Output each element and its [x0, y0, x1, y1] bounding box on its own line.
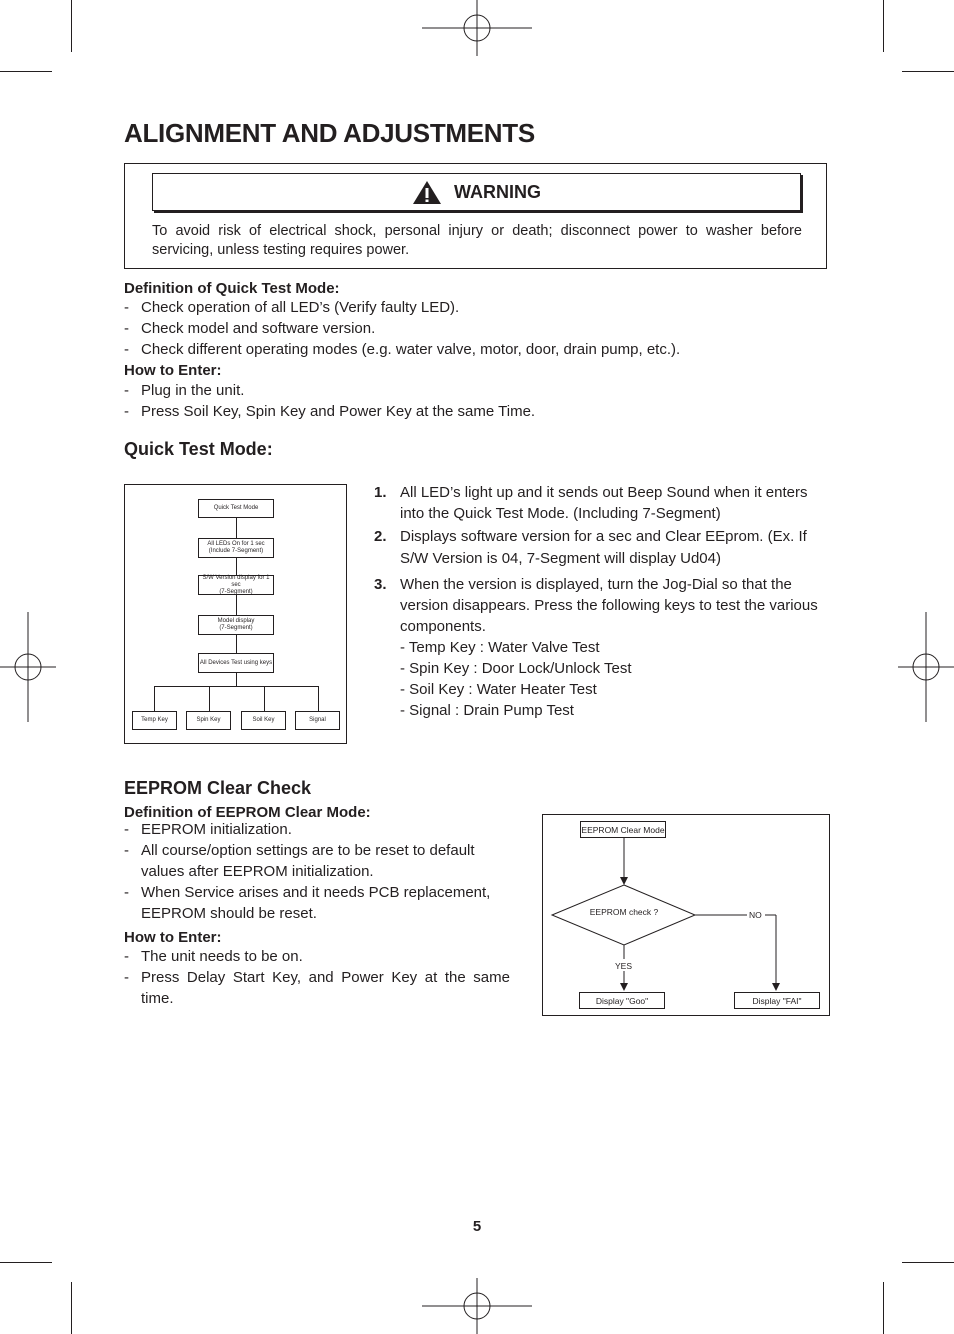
quick-def-list [124, 297, 824, 360]
step-text: Displays software version for a sec and Clear EEprom. (Ex. If S/W Version is 04, 7-Segment will display Ud04) [400, 528, 807, 567]
warning-text: To avoid risk of electrical shock, personal injury or death; disconnect power to washer before servicing, unless testing requires power. [152, 223, 802, 258]
sub-item: - Soil Key : Water Heater Test [400, 681, 597, 698]
warning-icon [412, 180, 442, 205]
flow-box-line: (Include 7-Segment) [208, 548, 264, 554]
flow-key-box: Soil Key [241, 711, 286, 730]
list-item: - Press Soil Key, Spin Key and Power Key at the same Time. [124, 401, 824, 422]
step-number: 3. [374, 576, 387, 593]
flow-box: All Devices Test using keys [198, 653, 274, 673]
flow-box-line: S/W Version display for 1 sec [202, 574, 270, 588]
flow-box [198, 538, 274, 558]
list-item: - Check model and software version. [124, 318, 824, 339]
step-text: All LED’s light up and it sends out Beep Sound when it enters into the Quick Test Mode. (Including 7-Segment) [400, 484, 808, 522]
sub-item: - Signal : Drain Pump Test [400, 702, 574, 719]
page-title: ALIGNMENT AND ADJUSTMENTS [124, 118, 535, 148]
list-item: - Press Delay Start Key, and Power Key at the same time. [124, 967, 510, 1009]
list-item: - All course/option settings are to be reset to default values after EEPROM initialization. [124, 840, 510, 882]
flow-box [198, 575, 274, 595]
eeprom-enter-list [124, 946, 510, 1009]
no-label: NO [749, 910, 762, 920]
crop-mark [0, 71, 52, 72]
eeprom-enter-heading: How to Enter: [124, 929, 222, 946]
step-number: 1. [374, 484, 387, 501]
step-2 [374, 526, 954, 572]
flow-box-line: Model display [217, 618, 255, 624]
display-fai-box: Display "FAI" [734, 992, 820, 1009]
sub-item: - Temp Key : Water Valve Test [400, 639, 600, 656]
crop-mark [883, 1282, 884, 1334]
warning-label: WARNING [454, 181, 541, 202]
eeprom-def-heading: Definition of EEPROM Clear Mode: [124, 804, 371, 821]
quick-mode-heading: Quick Test Mode: [124, 439, 273, 459]
list-item: - Plug in the unit. [124, 380, 824, 401]
crop-mark [0, 1262, 52, 1263]
flow-box [198, 615, 274, 635]
registration-mark-left [0, 612, 56, 722]
decision-label: EEPROM check ? [589, 907, 659, 917]
flow-start-box: EEPROM Clear Mode [580, 821, 666, 838]
crop-mark [71, 1282, 72, 1334]
quick-enter-list [124, 380, 824, 422]
step-3 [374, 574, 954, 638]
flow-box-line: (7-Segment) [219, 625, 253, 631]
step-text: When the version is displayed, turn the Jog-Dial so that the version disappears. Press the following keys to test the various components. [400, 576, 818, 635]
quick-flowchart [124, 484, 347, 744]
display-goo-box: Display "Goo" [579, 992, 665, 1009]
list-item: - Check different operating modes (e.g. water valve, motor, door, drain pump, etc.). [124, 339, 824, 360]
list-item: - When Service arises and it needs PCB replacement, EEPROM should be reset. [124, 882, 510, 924]
page-number: 5 [472, 1218, 482, 1235]
crop-mark [902, 1262, 954, 1263]
flow-key-box: Temp Key [132, 711, 177, 730]
registration-mark-bottom [422, 1278, 532, 1334]
sub-item: - Spin Key : Door Lock/Unlock Test [400, 660, 632, 677]
step-1 [374, 482, 954, 526]
flow-box-line: (7-Segment) [219, 588, 253, 595]
step-number: 2. [374, 528, 387, 545]
crop-mark [71, 0, 72, 52]
quick-def-heading: Definition of Quick Test Mode: [124, 280, 340, 297]
flow-key-box: Spin Key [186, 711, 231, 730]
warning-header [152, 173, 801, 211]
eeprom-def-list [124, 819, 510, 924]
yes-label: YES [615, 961, 633, 971]
flow-box: Quick Test Mode [198, 499, 274, 518]
quick-enter-heading: How to Enter: [124, 362, 222, 379]
registration-mark-top [422, 0, 532, 56]
eeprom-heading: EEPROM Clear Check [124, 778, 312, 798]
crop-mark [902, 71, 954, 72]
crop-mark [883, 0, 884, 52]
list-item: - The unit needs to be on. [124, 946, 510, 967]
list-item: - EEPROM initialization. [124, 819, 510, 840]
eeprom-flowchart [542, 814, 830, 1016]
list-item: - Check operation of all LED’s (Verify faulty LED). [124, 297, 824, 318]
flow-key-box: Signal [295, 711, 340, 730]
flow-box-line: All LEDs On for 1 sec [207, 541, 265, 547]
